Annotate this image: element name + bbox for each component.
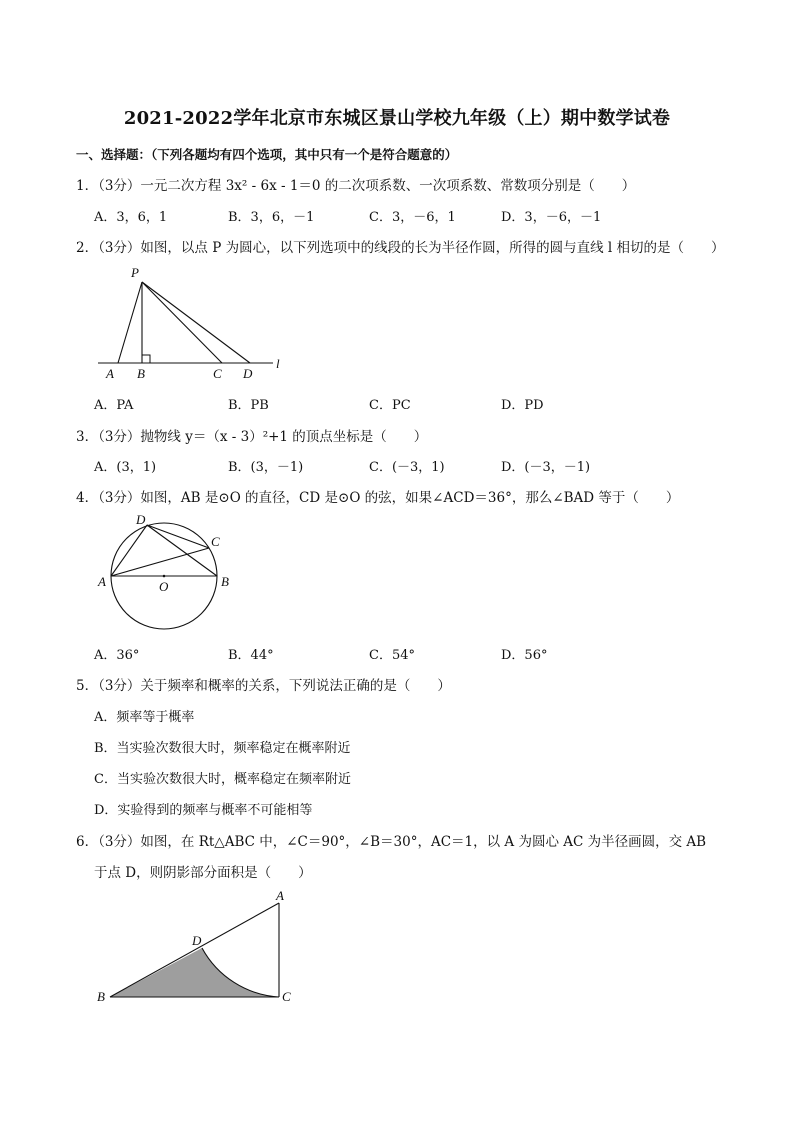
q2-label-a: A [106,366,114,381]
question-4-stem: 4．（3分）如图，AB 是⊙O 的直径，CD 是⊙O 的弦，如果∠ACD＝36°，那么∠BAD 等于（ ） [76,490,680,506]
question-6-stem-line2: 于点 D，则阴影部分面积是（ ） [94,865,312,881]
q4-segment-bd [147,525,217,576]
q2-segment-pc [142,282,222,363]
q4-label-b: B [221,574,229,589]
q5-option-b: B．当实验次数很大时，频率稳定在概率附近 [94,741,351,756]
q4-option-d: D．56° [501,648,548,663]
question-5-stem: 5．（3分）关于频率和概率的关系，下列说法正确的是（ ） [76,678,451,694]
q4-label-o: O [159,579,169,594]
q2-option-d: D．PD [501,398,544,413]
q6-label-b: B [97,989,105,1004]
question-1-stem: 1．（3分）一元二次方程 3x² - 6x - 1＝0 的二次项系数、一次项系数、常数项分别是（ ） [76,178,636,194]
q4-center-dot [163,575,166,578]
q2-option-c: C．PC [369,398,411,413]
q5-option-c: C．当实验次数很大时，概率稳定在频率附近 [94,772,351,787]
q2-label-b: B [137,366,145,381]
q2-label-p: P [131,265,139,280]
q3-option-d: D．(－3，－1) [501,460,591,475]
q1-option-a: A．3，6，1 [94,210,168,225]
q3-option-a: A．(3，1) [94,460,157,475]
q4-label-a: A [98,574,106,589]
q5-option-a: A．频率等于概率 [94,710,195,725]
q3-option-c: C．(－3，1) [369,460,445,475]
q2-option-b: B．PB [228,398,269,413]
q2-label-d: D [243,366,253,381]
q6-label-a: A [276,888,284,903]
question-2-stem: 2．（3分）如图，以点 P 为圆心，以下列选项中的线段的长为半径作圆，所得的圆与直线 l 相切的是（ ） [76,240,725,256]
q6-label-d: D [192,933,202,948]
q4-option-c: C．54° [369,648,415,663]
q2-label-c: C [213,366,222,381]
q4-option-a: A．36° [94,648,140,663]
q2-segment-pd [142,282,250,363]
q6-shaded-region [110,948,279,997]
q2-label-l: l [276,356,280,371]
q4-label-d: D [136,512,146,527]
q4-segment-ac [111,548,209,576]
section-heading: 一、选择题：（下列各题均有四个选项，其中只有一个是符合题意的） [76,147,458,162]
q2-right-angle-mark [142,355,150,363]
question-6-stem-line1: 6．（3分）如图，在 Rt△ABC 中，∠C＝90°，∠B＝30°，AC＝1，以 A 为圆心 AC 为半径画圆，交 AB [76,834,707,850]
q4-figure [92,510,242,642]
q2-segment-pa [118,282,142,363]
q2-option-a: A．PA [94,398,134,413]
q3-option-b: B．(3，－1) [228,460,304,475]
q4-segment-ad [111,525,147,576]
q1-option-d: D．3，－6，－1 [501,210,602,225]
q1-option-b: B．3，6，－1 [228,210,315,225]
q1-option-c: C．3，－6，1 [369,210,456,225]
q4-label-c: C [211,534,220,549]
question-3-stem: 3．（3分）抛物线 y＝（x - 3）²+1 的顶点坐标是（ ） [76,429,428,445]
q4-option-b: B．44° [228,648,274,663]
page-title: 2021-2022学年北京市东城区景山学校九年级（上）期中数学试卷 [123,108,671,129]
q6-figure [94,888,309,1010]
q5-option-d: D．实验得到的频率与概率不可能相等 [94,803,313,818]
q2-figure [90,262,300,387]
q6-label-c: C [282,989,291,1004]
